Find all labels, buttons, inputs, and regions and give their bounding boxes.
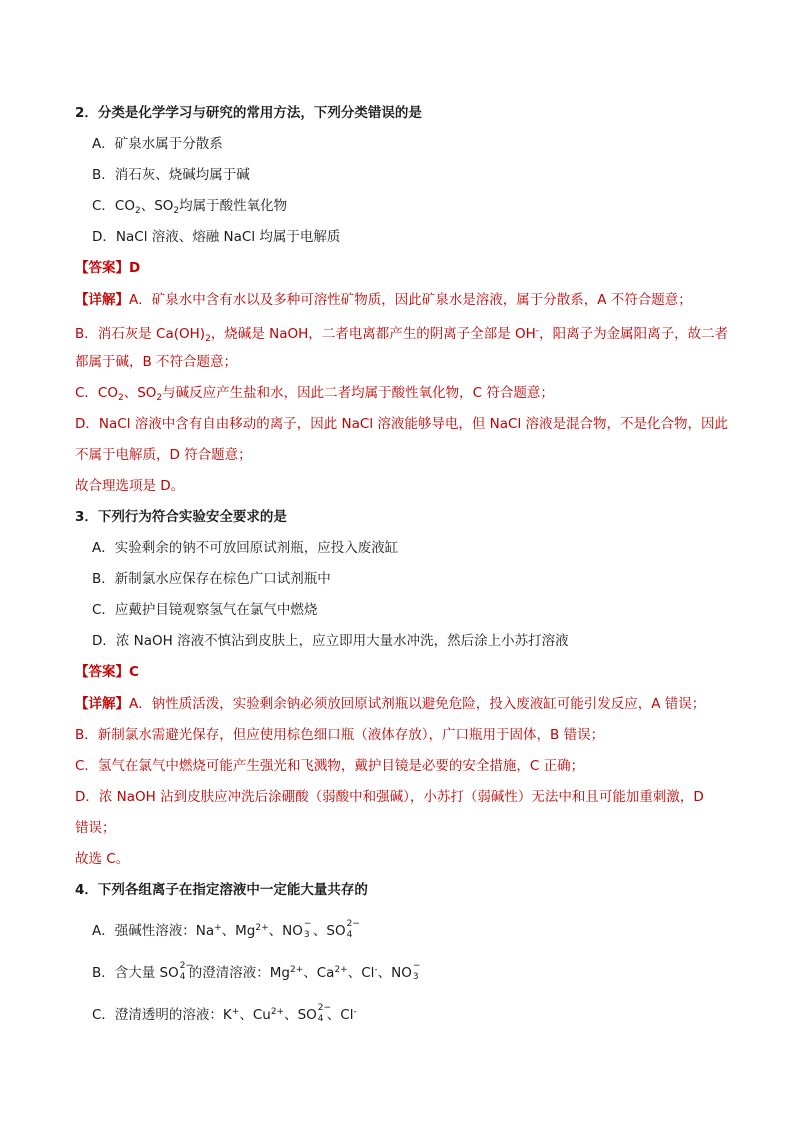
q2-c-pre: C．CO	[92, 198, 135, 214]
q2-explain-c	[75, 383, 725, 408]
q3-explain-c: C．氢气在氯气中燃烧可能产生强光和飞溅物，戴护目镜是必要的安全措施，C 正确；	[75, 758, 585, 774]
q4-a-no-charge: −	[303, 919, 312, 929]
q4-c-sep-3: 、	[326, 1007, 341, 1023]
q2-ec-sub-2: 2	[156, 393, 163, 403]
q4-b-cl: Cl	[361, 965, 375, 981]
q4-a-mg: Mg	[235, 923, 256, 939]
q2-eb-1: B．消石灰是 Ca(OH)	[75, 326, 206, 342]
q4-c-so-charge: 2−	[317, 1003, 332, 1013]
q4-b-no-script	[412, 961, 422, 982]
q2-eb-2: ，烧碱是 NaOH，二者电离都产生的阴离子全部是 OH	[210, 326, 536, 342]
q4-a-so-script	[346, 919, 360, 940]
q3-option-c: C．应戴护目镜观察氢气在氯气中燃烧	[92, 602, 318, 618]
q4-b-mg-charge: 2+	[289, 965, 304, 975]
q4-b-sep-3: 、	[377, 965, 392, 981]
q2-explain-b	[75, 321, 729, 349]
q2-c-post: 均属于酸性氧化物	[179, 198, 288, 214]
q4-c-so-sub: 4	[317, 1014, 324, 1024]
q2-c-sub-1: 2	[134, 206, 141, 216]
q4-b-ca-charge: 2+	[334, 965, 348, 975]
q4-c-cu-charge: 2+	[270, 1007, 285, 1017]
q2-conclusion: 故合理选项是 D。	[75, 478, 185, 494]
q3-answer: 【答案】C	[75, 664, 139, 680]
q4-b-ca: Ca	[316, 965, 335, 981]
q2-explain-a-text: A．矿泉水中含有水以及多种可溶性矿物质，因此矿泉水是溶液，属于分散系，A 不符合题意；	[129, 292, 692, 308]
q4-option-c	[92, 1002, 742, 1025]
q2-explain-b-cont: 都属于碱，B 不符合题意；	[75, 354, 238, 370]
q2-c-sub-2: 2	[173, 206, 180, 216]
q4-option-a	[92, 918, 742, 941]
q2-stem: 2．分类是化学学习与研究的常用方法，下列分类错误的是	[75, 105, 422, 121]
q4-c-sep-2: 、	[284, 1007, 298, 1023]
q4-c-so-script	[317, 1003, 332, 1024]
q4-b-sep-2: 、	[347, 965, 362, 981]
q4-b-mid: 的澄清溶液：Mg	[188, 965, 290, 981]
q4-b-cl-charge: -	[374, 965, 378, 975]
q4-c-k-charge: +	[231, 1007, 240, 1017]
q2-ec-1: C．CO	[75, 385, 118, 401]
q4-c-so: SO	[297, 1007, 317, 1023]
q4-a-no-sub: 3	[303, 930, 310, 940]
q3-explain-tag: 【详解】	[75, 696, 129, 712]
q3-option-b: B．新制氯水应保存在棕色广口试剂瓶中	[92, 571, 331, 587]
q3-explain-d-cont: 错误；	[75, 820, 116, 836]
q4-b-no-sub: 3	[412, 972, 419, 982]
q2-explain-tag: 【详解】	[75, 292, 129, 308]
q4-b-sep-1: 、	[303, 965, 317, 981]
q4-a-sep-3: 、	[312, 923, 327, 939]
q2-ec-sub-1: 2	[117, 393, 124, 403]
q4-b-no-charge: −	[412, 961, 421, 971]
q3-option-a: A．实验剩余的钠不可放回原试剂瓶，应投入废液缸	[92, 540, 399, 556]
q4-a-pre: A．强碱性溶液：Na	[92, 923, 215, 939]
q2-option-c	[92, 196, 742, 221]
q3-conclusion: 故选 C。	[75, 851, 130, 867]
q4-c-cl: Cl	[340, 1007, 354, 1023]
q3-explain-b: B．新制氯水需避光保存，但应使用棕色细口瓶（液体存放），广口瓶用于固体，B 错误；	[75, 727, 605, 743]
q2-explain-d-cont: 不属于电解质，D 符合题意；	[75, 447, 252, 463]
q4-b-no: NO	[391, 965, 412, 981]
q4-b-so-charge: 2−	[179, 961, 194, 971]
q2-ec-3: 与碱反应产生盐和水，因此二者均属于酸性氧化物，C 符合题意；	[162, 385, 554, 401]
q4-a-mg-charge: 2+	[255, 923, 269, 933]
q4-a-sep-2: 、	[268, 923, 283, 939]
q4-stem: 4．下列各组离子在指定溶液中一定能大量共存的	[75, 882, 368, 898]
q2-eb-3: ，阳离子为金属阳离子，故二者	[539, 326, 729, 342]
q4-a-na-charge: +	[214, 923, 222, 933]
q4-a-so-sub: 4	[346, 930, 353, 940]
q4-a-so-charge: 2−	[346, 919, 360, 929]
q2-option-a: A．矿泉水属于分散系	[92, 136, 223, 152]
q2-ec-2: 、SO	[123, 385, 157, 401]
q4-option-b	[92, 960, 742, 983]
q4-b-pre: B．含大量 SO	[92, 965, 179, 981]
q4-a-so: SO	[326, 923, 346, 939]
q3-explain-a	[75, 694, 725, 714]
q2-explain-d: D．NaCl 溶液中含有自由移动的离子，因此 NaCl 溶液能够导电，但 NaCl 溶液是混合物，不是化合物，因此	[75, 416, 728, 432]
q4-c-sep-1: 、	[239, 1007, 253, 1023]
q2-option-b: B．消石灰、烧碱均属于碱	[92, 167, 250, 183]
q2-option-d: D．NaCl 溶液、熔融 NaCl 均属于电解质	[92, 229, 341, 245]
q4-a-sep-1: 、	[221, 923, 236, 939]
q2-c-mid: 、SO	[140, 198, 174, 214]
q3-stem: 3．下列行为符合实验安全要求的是	[75, 509, 287, 525]
q2-explain-a	[75, 290, 725, 310]
q3-explain-a-text: A．钠性质活泼，实验剩余钠必须放回原试剂瓶以避免危险，投入废液缸可能引发反应，A 错误；	[129, 696, 706, 712]
q2-eb-sub: 2	[205, 334, 211, 344]
q4-c-cu: Cu	[252, 1007, 271, 1023]
q4-b-so-script	[179, 961, 194, 982]
q3-explain-d: D．浓 NaOH 沾到皮肤应冲洗后涂硼酸（弱酸中和强碱），小苏打（弱碱性）无法中和且可能加重刺激，D	[75, 789, 704, 805]
q2-answer: 【答案】D	[75, 260, 141, 276]
q3-option-d: D．浓 NaOH 溶液不慎沾到皮肤上，应立即用大量水冲洗，然后涂上小苏打溶液	[92, 633, 569, 649]
q2-eb-sup: -	[535, 326, 540, 336]
q4-a-no: NO	[282, 923, 303, 939]
q4-c-cl-charge: -	[353, 1007, 357, 1017]
q4-c-pre: C．澄清透明的溶液：K	[92, 1007, 232, 1023]
q4-a-no-script	[303, 919, 313, 940]
q4-b-so-sub: 4	[179, 972, 186, 982]
